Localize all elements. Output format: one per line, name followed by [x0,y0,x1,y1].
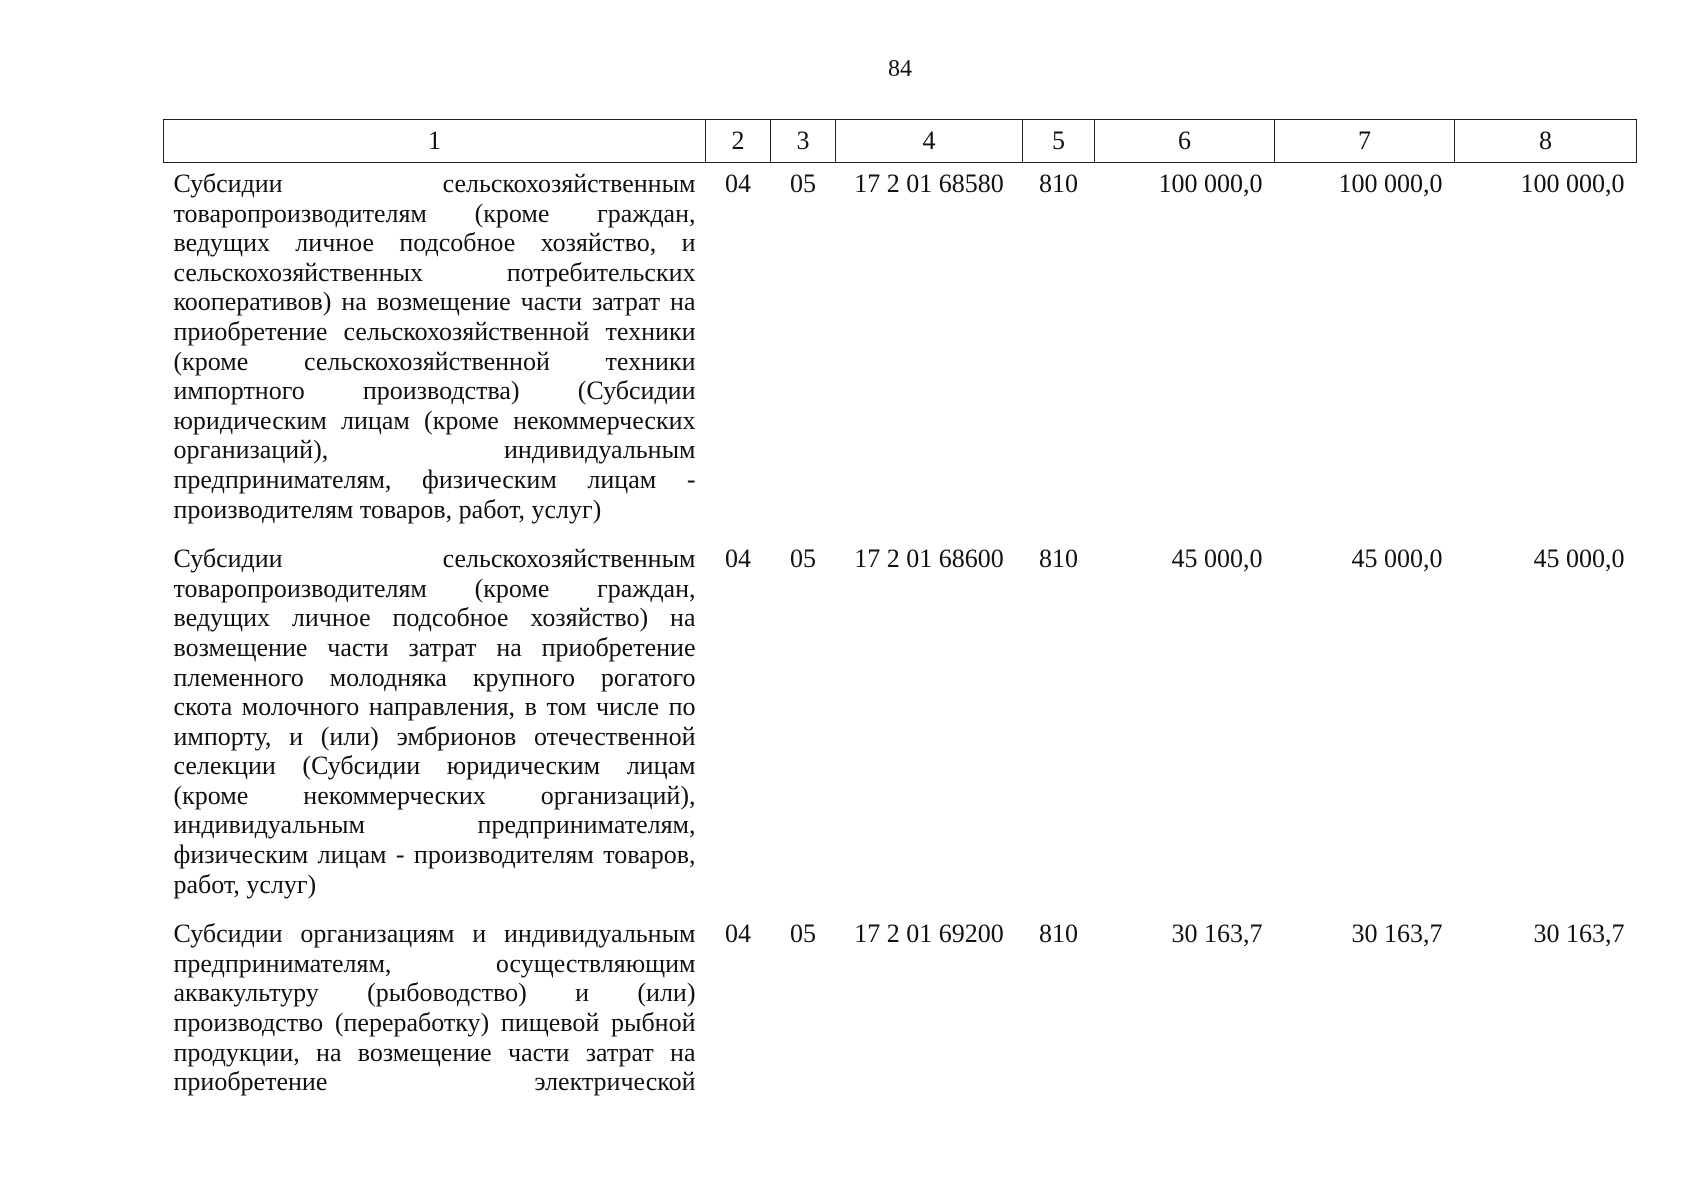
budget-table [163,119,1637,1105]
row-amount-col6: 45 000,0 [1171,544,1263,574]
header-col-2: 2 [706,120,771,163]
header-col-7: 7 [1275,120,1455,163]
row-amount-col6: 100 000,0 [1158,169,1263,198]
row-amount-col6: 30 163,7 [1171,919,1263,949]
row-subsection: 05 [790,544,816,574]
table-body [164,163,1637,1105]
table-row [164,913,1637,1105]
row-subsection: 05 [790,169,816,198]
row-expense-type: 810 [1039,169,1078,198]
row-subsection: 05 [790,919,816,949]
row-expense-type: 810 [1039,544,1078,574]
row-section: 04 [725,169,751,198]
row-target-article: 17 2 01 68600 [854,544,1004,574]
row-expense-type: 810 [1039,919,1078,949]
row-amount-col8: 100 000,0 [1520,169,1625,198]
row-amount-col7: 30 163,7 [1351,919,1443,949]
row-description: Субсидии сельскохозяйственным товаропроизводителям (кроме граждан, ведущих личное подсобное хозяйство, и сельскохозяйственных потребительских кооперативов) на возмещение части затрат на приобретение сельскохозяйственной техники (кроме сельскохозяйственной техники импортного производства) (Субсидии юридическим лицам (кроме некоммерческих организаций), индивидуальным предпринимателям, физическим лицам - производителям товаров, работ, услуг) [173,169,696,524]
row-section: 04 [725,919,751,949]
page-number: 84 [888,56,912,82]
row-description: Субсидии сельскохозяйственным товаропроизводителям (кроме граждан, ведущих личное подсобное хозяйство) на возмещение части затрат на приобретение племенного молодняка крупного рогатого скота молочного направления, в том числе по импорту, и (или) эмбрионов отечественной селекции (Субсидии юридическим лицам (кроме некоммерческих организаций), индивидуальным предпринимателям, физическим лицам - производителям товаров, работ, услуг) [173,544,696,899]
row-description: Субсидии организациям и индивидуальным предпринимателям, осуществляющим аквакультуру (рыбоводство) и (или) производство (переработку) пищевой рыбной продукции, на возмещение части затрат на приобретение электрической [173,919,696,1097]
table-header [164,120,1637,163]
header-col-8: 8 [1455,120,1637,163]
header-col-5: 5 [1023,120,1095,163]
table-row [164,538,1637,913]
row-amount-col7: 100 000,0 [1338,169,1443,198]
table-row [164,163,1637,539]
row-target-article: 17 2 01 68580 [854,169,1004,198]
header-col-4: 4 [836,120,1023,163]
row-amount-col8: 30 163,7 [1533,919,1625,949]
header-col-1: 1 [164,120,706,163]
header-row [164,120,1637,163]
row-amount-col7: 45 000,0 [1351,544,1443,574]
header-col-3: 3 [771,120,836,163]
row-target-article: 17 2 01 69200 [854,919,1004,949]
header-col-6: 6 [1095,120,1275,163]
row-section: 04 [725,544,751,574]
row-amount-col8: 45 000,0 [1533,544,1625,574]
